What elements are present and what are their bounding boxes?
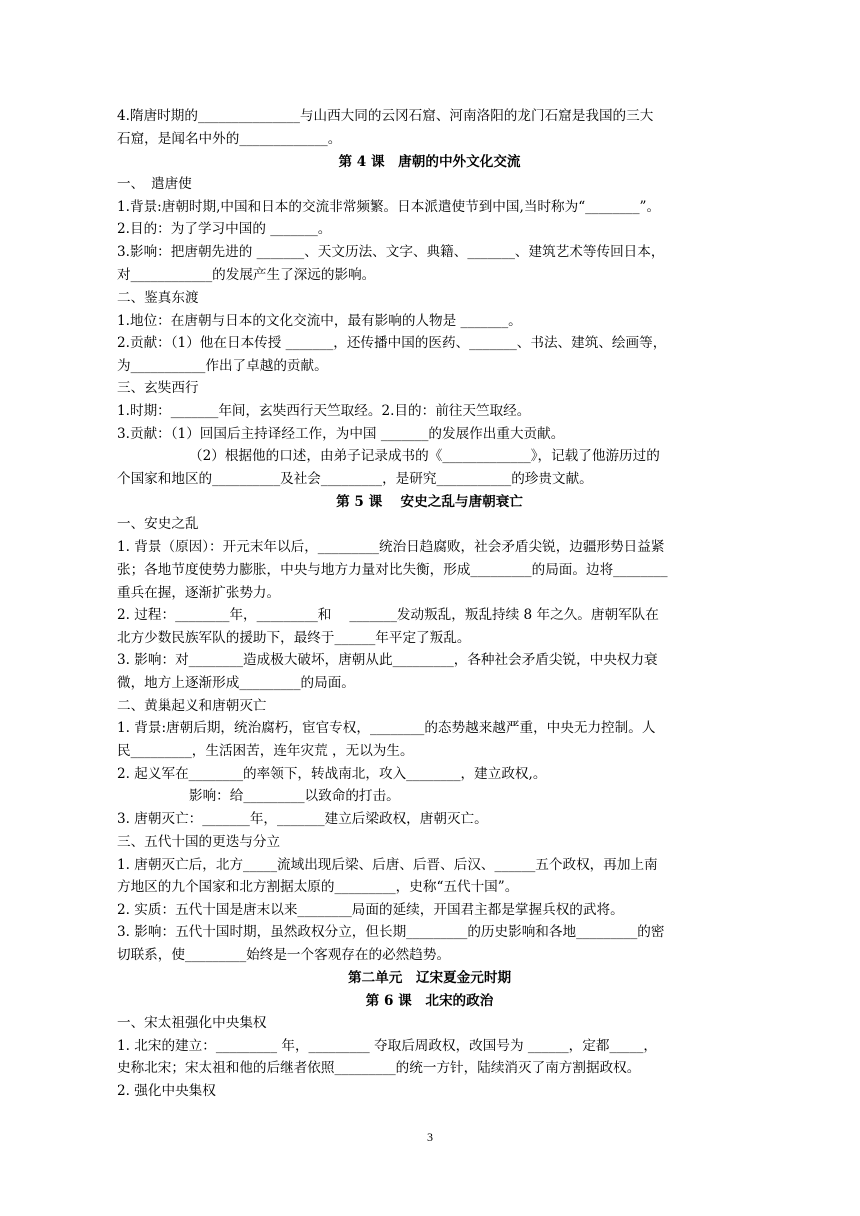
text-line: 2. 过程：________年，_________和 _______发动叛乱，叛乱持续 8 年之久。唐朝军队在 (117, 607, 659, 623)
section-heading: 二、黄巢起义和唐朝灭亡 (117, 698, 267, 714)
text-line: 方地区的九个国家和北方割据太原的_________，史称“五代十国”。 (117, 879, 519, 895)
text-line: 2. 强化中央集权 (117, 1083, 216, 1099)
text-line: 2.目的：为了学习中国的 _______。 (117, 221, 332, 237)
text-line: 史称北宋；宋太祖和他的后继者依照_________的统一方针，陆续消灭了南方割据政权。 (117, 1060, 641, 1076)
page-number: 3 (427, 1130, 433, 1144)
text-line: 1. 背景（原因）：开元末年以后，_________统治日趋腐败，社会矛盾尖锐，边疆形势日益紧 (117, 539, 665, 555)
text-line: 切联系，使_________始终是一个客观存在的必然趋势。 (117, 947, 451, 963)
section-heading: 一、宋太祖强化中央集权 (117, 1015, 267, 1031)
text-line: （2）根据他的口述，由弟子记录成书的《_____________》，记载了他游历过的 (189, 448, 660, 464)
section-heading: 三、五代十国的更迭与分立 (117, 834, 281, 850)
text-line: 3.贡献：（1）回国后主持译经工作，为中国 _______的发展作出重大贡献。 (117, 426, 565, 442)
text-line: 重兵在握，逐渐扩张势力。 (117, 585, 281, 601)
text-line: 对____________的发展产生了深远的影响。 (117, 267, 376, 283)
text-line: 3. 影响：对________造成极大破坏，唐朝从此_________，各种社会矛盾尖锐，中央权力衰 (117, 652, 658, 668)
section-heading: 三、玄奘西行 (117, 380, 199, 396)
text-line: 1.地位：在唐朝与日本的文化交流中，最有影响的人物是 _______。 (117, 313, 522, 329)
text-line: 2.贡献：（1）他在日本传授 _______，还传播中国的医药、_______、书法、建筑、绘画等， (117, 335, 667, 351)
text-line: 2. 实质：五代十国是唐末以来________局面的延续，开国君主都是掌握兵权的武将。 (117, 902, 624, 918)
text-line: 张；各地节度使势力膨胀，中央与地方力量对比失衡，形成_________的局面。边将________ (117, 562, 668, 578)
text-line: 1. 背景:唐朝后期，统治腐朽，宦官专权，________的态势越来越严重，中央无力控制。人 (117, 720, 656, 736)
text-line: 北方少数民族军队的援助下，最终于______年平定了叛乱。 (117, 630, 471, 646)
text-line: 4.隋唐时期的_______________与山西大同的云冈石窟、河南洛阳的龙门石窟是我国的三大 (117, 108, 654, 124)
unit-heading: 第二单元 辽宋夏金元时期 (347, 970, 512, 986)
text-line: 3.影响：把唐朝先进的 _______、天文历法、文字、典籍、_______、建筑艺术等传回日本， (117, 244, 665, 260)
text-line: 1.背景:唐朝时期,中国和日本的交流非常频繁。日本派遣使节到中国,当时称为“________”。 (117, 199, 661, 215)
text-line: 石窟，是闻名中外的_____________。 (117, 131, 342, 147)
text-line: 1. 北宋的建立：_________ 年，_________ 夺取后周政权，改国号为 ______，定都_____， (117, 1038, 658, 1054)
text-line: 3. 唐朝灭亡：_______年，_______建立后梁政权，唐朝灭亡。 (117, 811, 488, 827)
text-line: 1. 唐朝灭亡后，北方_____流域出现后梁、后唐、后晋、后汉、______五个政权，再加上南 (117, 857, 658, 873)
text-line: 2. 起义军在________的率领下，转战南北，攻入________，建立政权,。 (117, 766, 547, 782)
text-line: 微，地方上逐渐形成_________的局面。 (117, 675, 355, 691)
text-line: 3. 影响：五代十国时期，虽然政权分立，但长期_________的历史影响和各地_________的密 (117, 924, 665, 940)
section-heading: 一、 遣唐使 (117, 176, 192, 192)
lesson-heading: 第 4 课 唐朝的中外文化交流 (338, 154, 521, 170)
text-line: 为___________作出了卓越的贡献。 (117, 358, 328, 374)
lesson-heading: 第 6 课 北宋的政治 (365, 993, 494, 1009)
lesson-heading: 第 5 课 安史之乱与唐朝衰亡 (336, 494, 523, 510)
text-line: 民_________，生活困苦，连年灾荒 ，无以为生。 (117, 743, 414, 759)
text-line: 影响：给_________以致命的打击。 (189, 788, 400, 804)
text-line: 1.时期：_______年间，玄奘西行天竺取经。2.目的：前往天竺取经。 (117, 403, 531, 419)
section-heading: 一、安史之乱 (117, 516, 199, 532)
text-line: 个国家和地区的__________及社会_________，是研究___________的珍贵文献。 (117, 471, 593, 487)
section-heading: 二、鉴真东渡 (117, 290, 199, 306)
